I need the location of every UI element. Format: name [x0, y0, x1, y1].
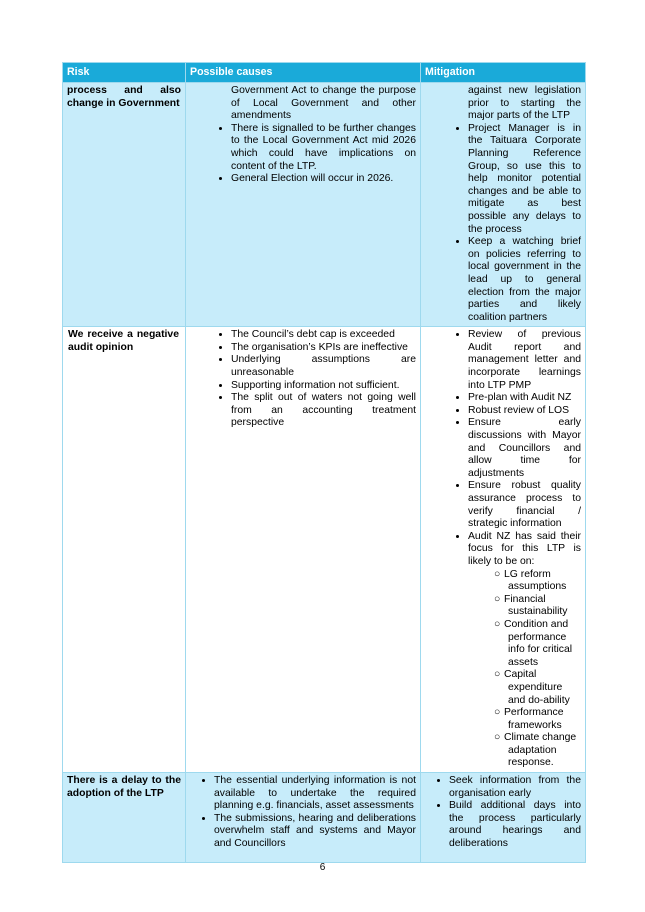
mitigation-cell [421, 83, 586, 327]
header-row [63, 63, 586, 83]
list-item: Government Act to change the purpose of Local Government and other amendments [231, 85, 416, 122]
list-item: • The split out of waters not going well from an accounting treatment perspective [231, 392, 416, 430]
list-item [468, 531, 581, 770]
list-item: ○ Climate change adaptation response. [494, 732, 577, 769]
list-item: • Seek information from the organisation early [449, 775, 581, 800]
list-item: • Ensure robust quality assurance process to verify financial / strategic information [468, 480, 581, 530]
list-item: • The submissions, hearing and deliberations overwhelm staff and systems and Mayor and Councillors [214, 813, 416, 851]
list-item: • The essential underlying information is not available to undertake the required planning e.g. financials, asset assessments [214, 775, 416, 813]
table-row [63, 327, 586, 773]
mitigation-cell [421, 773, 586, 863]
list-item: • Underlying assumptions are unreasonable [231, 354, 416, 379]
list-item: ○ Financial sustainability [494, 593, 568, 618]
header-possible-causes: Possible causes [186, 63, 421, 83]
header-mitigation: Mitigation [421, 63, 586, 83]
list-item: ○ LG reform assumptions [494, 568, 567, 593]
audit-focus-list [468, 569, 581, 771]
mitigation-cell [421, 327, 586, 773]
list-item: • Project Manager is in the Taituara Corporate Planning Reference Group, so use this to help monitor potential changes and be able to mitigate as best possible any delays to the process [468, 123, 581, 236]
risk-cell: We receive a negative audit opinion [63, 327, 186, 773]
causes-cell [186, 773, 421, 863]
list-item: • Build additional days into the process particularly around hearings and deliberations [449, 800, 581, 850]
list-item: • General Election will occur in 2026. [231, 173, 416, 186]
list-item: • Robust review of LOS [468, 405, 581, 418]
list-item: • The Council’s debt cap is exceeded [231, 329, 416, 342]
list-item: • Ensure early discussions with Mayor and Councillors and allow time for adjustments [468, 417, 581, 480]
table-row [63, 773, 586, 863]
risk-cell: There is a delay to the adoption of the LTP [63, 773, 186, 863]
list-item: • Keep a watching brief on policies referring to local government in the lead up to general election from the major parties and likely coalition partners [468, 236, 581, 324]
causes-cell [186, 327, 421, 773]
list-item: ○ Performance frameworks [494, 707, 564, 731]
table-row [63, 83, 586, 327]
list-item: • Pre-plan with Audit NZ [468, 392, 581, 405]
list-item: against new legislation prior to starting the major parts of the LTP [468, 85, 581, 122]
list-item: ○ Condition and performance info for critical assets [494, 618, 573, 668]
audit-focus-intro: Audit NZ has said their focus for this LTP is likely to be on: [468, 530, 581, 567]
list-item: • The organisation’s KPIs are ineffective [231, 342, 416, 355]
list-item: • Review of previous Audit report and management letter and incorporate learnings into LTP PMP [468, 329, 581, 392]
causes-cell [186, 83, 421, 327]
header-risk: Risk [63, 63, 186, 83]
page-number: 6 [319, 862, 326, 873]
risk-cell: process and also change in Government [63, 83, 186, 327]
list-item: • Supporting information not sufficient. [231, 380, 416, 393]
list-item: ○ Capital expenditure and do-ability [494, 669, 570, 706]
risk-table [62, 62, 586, 863]
list-item: • There is signalled to be further changes to the Local Government Act mid 2026 which could have implications on content of the LTP. [231, 123, 416, 173]
